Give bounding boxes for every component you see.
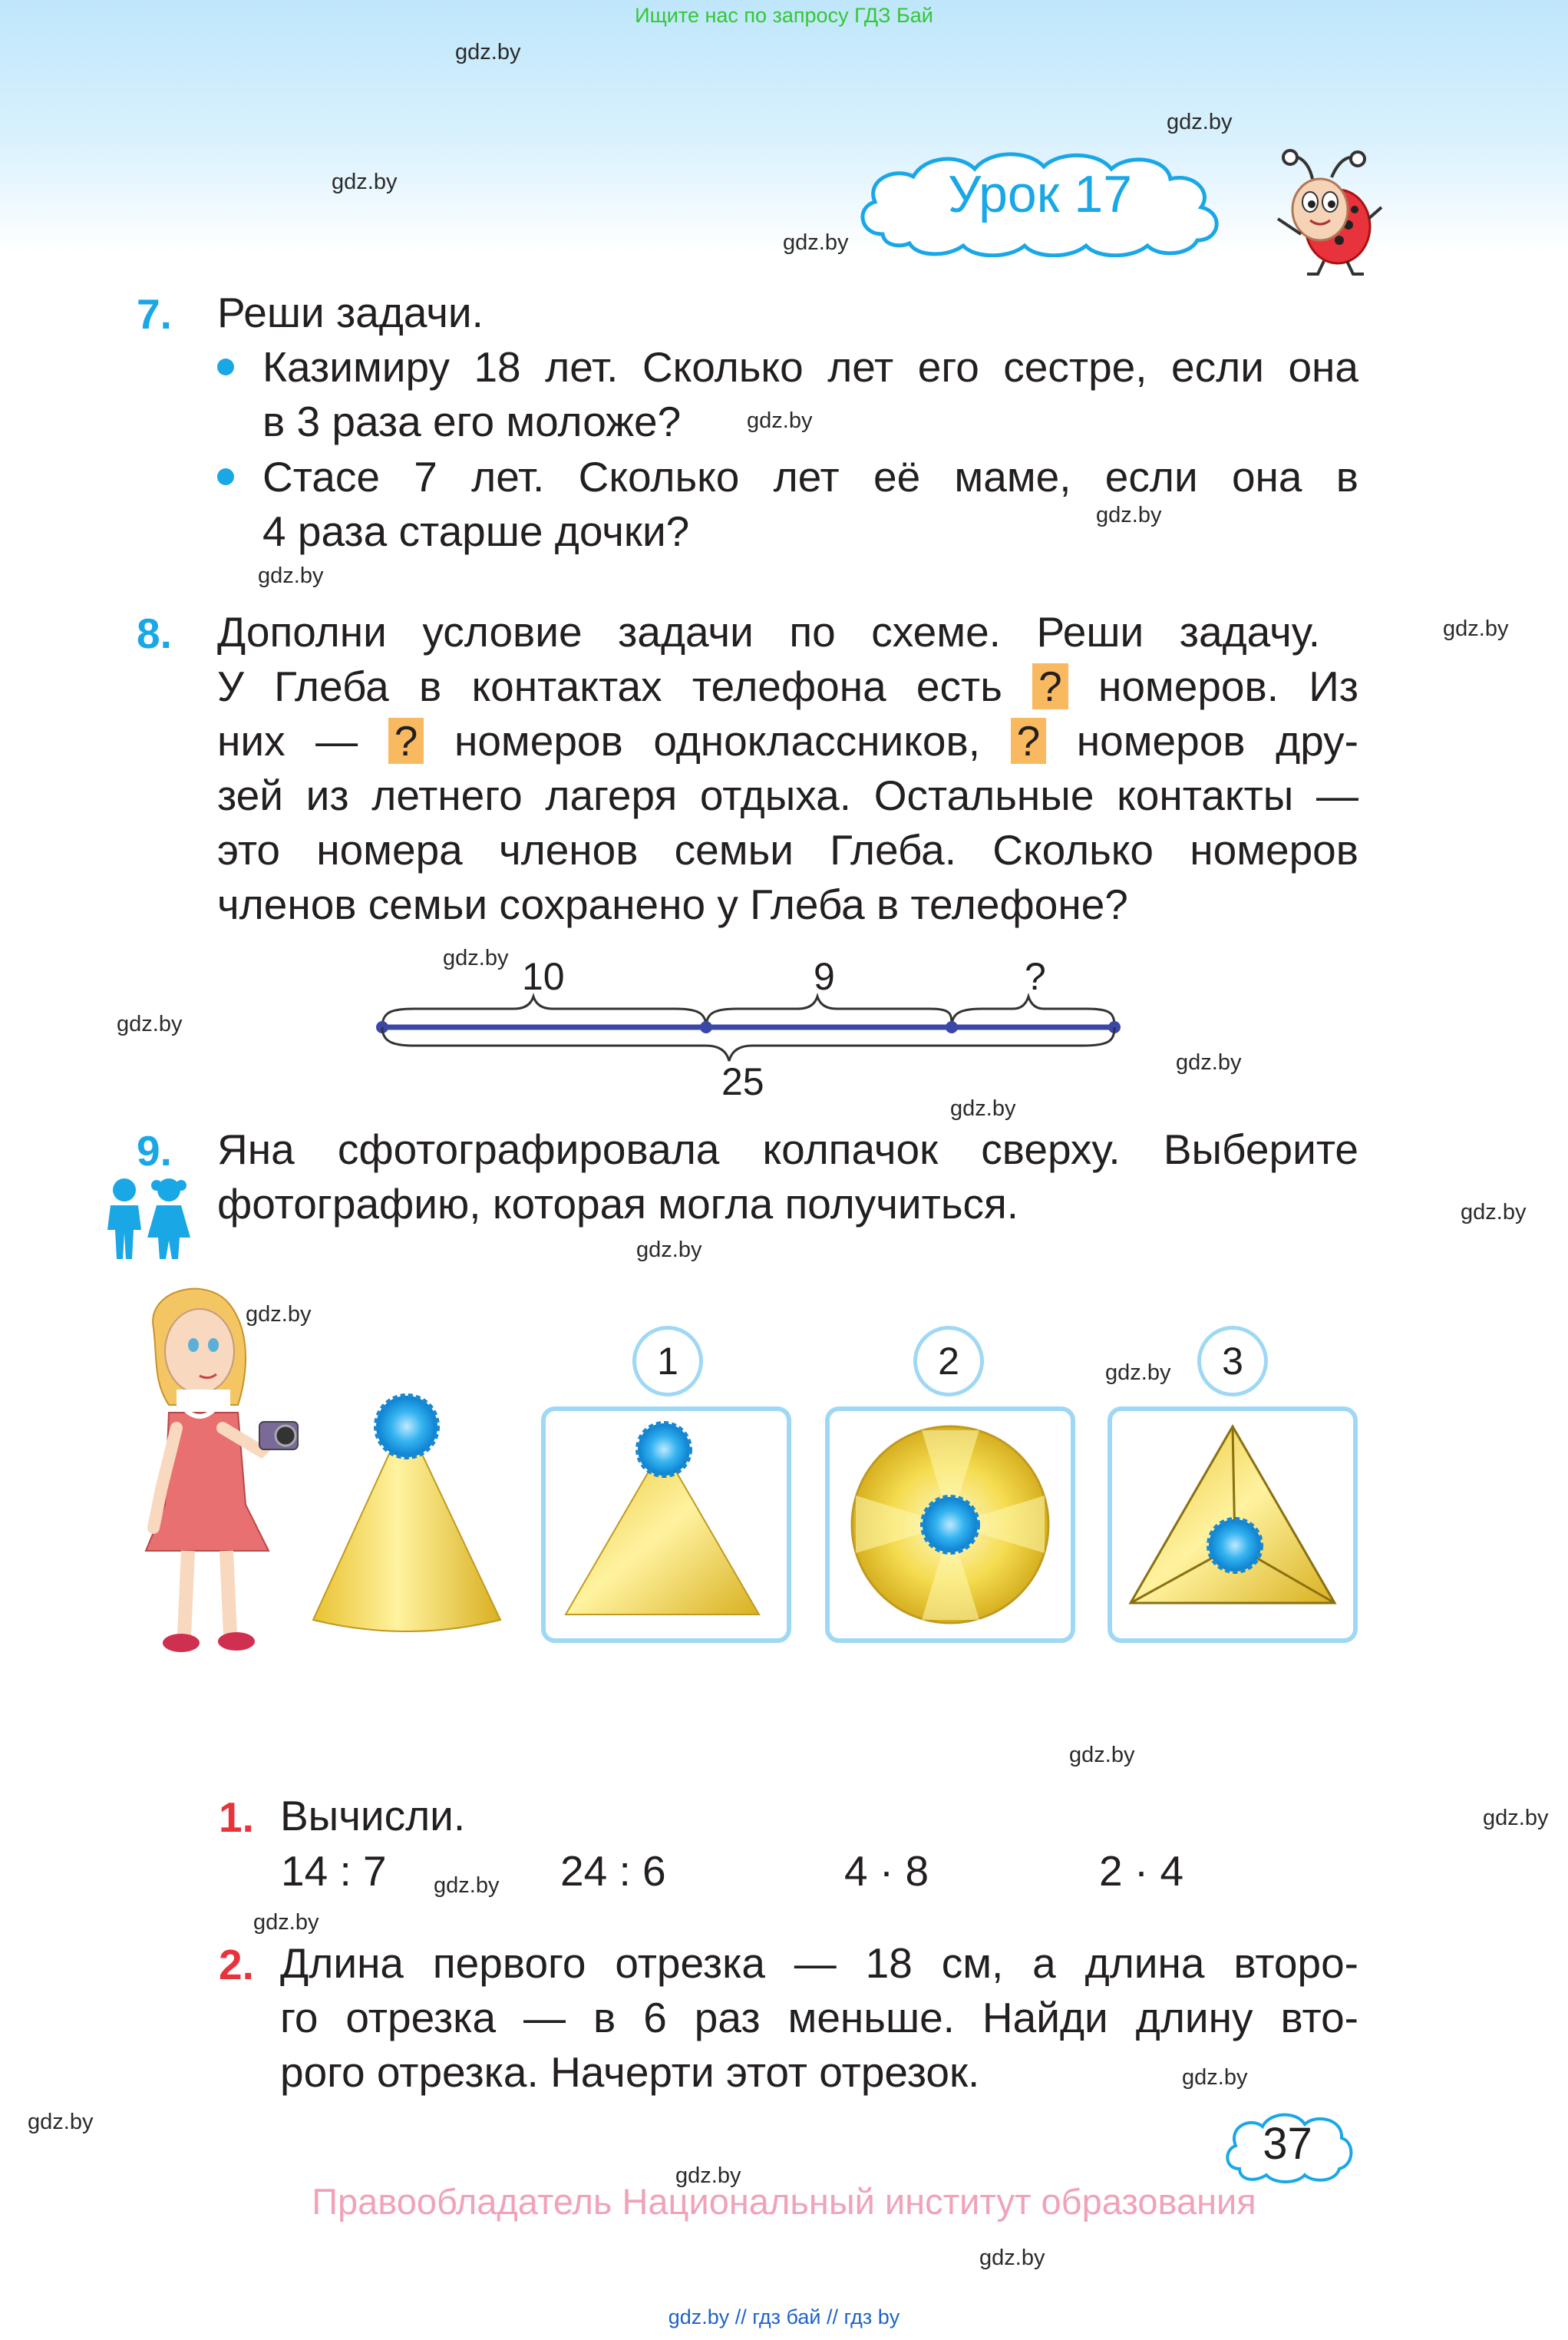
brace-seg3 <box>952 996 1114 1027</box>
watermark: gdz.by <box>332 170 398 194</box>
watermark: gdz.by <box>246 1302 312 1327</box>
task7-bullet1-line1: Казимиру 18 лет. Сколько лет его сестре, если она <box>262 343 1358 391</box>
home2-line1: Длина первого отрезка — 18 см, а длина второ- <box>280 1939 1358 1987</box>
brace-seg2 <box>706 996 952 1027</box>
watermark: gdz.by <box>253 1910 319 1935</box>
footer-links[interactable]: gdz.by // гдз бай // гдз by <box>668 2305 900 2328</box>
watermark: gdz.by <box>1105 1360 1171 1385</box>
schema-seg2-label: 9 <box>814 955 835 998</box>
task7-bullet2-line2: 4 раза старше дочки? <box>262 507 690 555</box>
calc-expression-3: 4 · 8 <box>844 1847 929 1895</box>
schema-seg3-label: ? <box>1025 955 1046 998</box>
home1-number: 1. <box>219 1793 254 1841</box>
bullet <box>217 359 234 375</box>
watermark: gdz.by <box>1167 110 1233 134</box>
watermark: gdz.by <box>675 2163 741 2188</box>
watermark: gdz.by <box>1096 503 1162 527</box>
home2-number: 2. <box>219 1941 254 1988</box>
question-box: ? <box>388 718 424 764</box>
task7-number: 7. <box>137 290 172 338</box>
watermark: gdz.by <box>1443 616 1509 641</box>
watermark: gdz.by <box>747 408 813 433</box>
option3-pyramid-top-view <box>1112 1411 1353 1638</box>
bullet <box>217 468 234 485</box>
page-number: 37 <box>1263 2119 1312 2169</box>
watermark: gdz.by <box>28 2110 94 2134</box>
task8-line3: них — ? номеров одноклассников, ? номеров дру- <box>217 717 1358 765</box>
photo-option-1[interactable] <box>541 1406 791 1643</box>
option2-number[interactable]: 2 <box>913 1326 984 1396</box>
watermark: gdz.by <box>443 946 509 970</box>
task8-line6: членов семьи сохранено у Глеба в телефоне? <box>217 881 1128 928</box>
watermark: gdz.by <box>636 1238 702 1262</box>
calc-expression-4: 2 · 4 <box>1099 1847 1184 1895</box>
watermark: gdz.by <box>1461 1200 1527 1225</box>
watermark: gdz.by <box>1069 1743 1135 1767</box>
calc-expression-2: 24 : 6 <box>560 1847 666 1895</box>
photo-option-2[interactable] <box>825 1406 1075 1643</box>
watermark: gdz.by <box>434 1873 500 1898</box>
watermark: gdz.by <box>1176 1050 1242 1075</box>
task8-line2: У Глеба в контактах телефона есть ? номеров. Из <box>217 663 1359 710</box>
task7-bullet1-line2: в 3 раза его моложе? <box>262 398 682 445</box>
watermark: gdz.by <box>117 1012 183 1036</box>
task9-number: 9. <box>137 1127 172 1175</box>
task7-bullet2-line1: Стасе 7 лет. Сколько лет её маме, если она в <box>262 453 1358 501</box>
watermark: gdz.by <box>979 2246 1045 2270</box>
schema-total-label: 25 <box>721 1060 764 1103</box>
photo-option-3[interactable] <box>1108 1406 1358 1643</box>
home2-line2: го отрезка — в 6 раз меньше. Найди длину вто- <box>280 1994 1358 2041</box>
task9-line2: фотографию, которая могла получиться. <box>217 1180 1019 1228</box>
pair-work-icon <box>98 1176 195 1261</box>
home2-line3: рого отрезка. Начерти этот отрезок. <box>280 2048 980 2096</box>
watermark: gdz.by <box>1182 2065 1248 2090</box>
standing-cap-cone <box>299 1390 514 1643</box>
task9-line1: Яна сфотографировала колпачок сверху. Выберите <box>217 1125 1358 1173</box>
watermark: gdz.by <box>1483 1806 1549 1830</box>
watermark: gdz.by <box>950 1096 1016 1121</box>
lesson-title: Урок 17 <box>947 165 1133 223</box>
option2-cone-top-view <box>830 1411 1071 1638</box>
option1-number[interactable]: 1 <box>632 1326 703 1396</box>
task8-line1: Дополни условие задачи по схеме. Реши задачу. <box>217 608 1320 656</box>
schema-seg1-label: 10 <box>522 955 565 998</box>
watermark: gdz.by <box>455 40 521 64</box>
option3-number[interactable]: 3 <box>1197 1326 1268 1396</box>
brace-seg1 <box>382 996 706 1027</box>
question-box: ? <box>1032 663 1068 709</box>
watermark: gdz.by <box>783 230 849 255</box>
question-box: ? <box>1011 718 1047 764</box>
ladybug-icon <box>1270 142 1385 276</box>
watermark: gdz.by <box>258 564 324 588</box>
task7-title: Реши задачи. <box>217 289 484 336</box>
calc-expression-1: 14 : 7 <box>281 1847 387 1895</box>
task8-line5: это номера членов семьи Глеба. Сколько номеров <box>217 826 1358 874</box>
option1-cone-side-view <box>546 1411 787 1638</box>
copyright-notice: Правообладатель Национальный институт образования <box>312 2181 1256 2222</box>
brace-total <box>382 1027 1114 1061</box>
task8-line4: зей из летнего лагеря отдыха. Остальные контакты — <box>217 772 1358 819</box>
top-search-note: Ищите нас по запросу ГДЗ Бай <box>635 4 933 27</box>
task8-number: 8. <box>137 610 172 657</box>
home1-title: Вычисли. <box>280 1792 466 1839</box>
